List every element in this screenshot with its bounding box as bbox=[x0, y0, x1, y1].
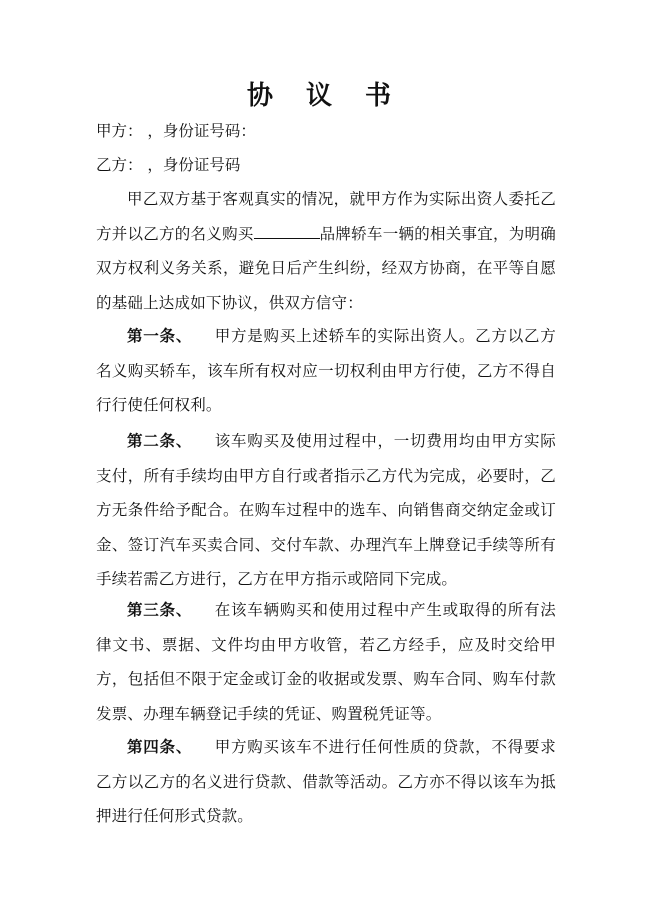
article-3 bbox=[96, 593, 556, 731]
brand-blank-field bbox=[254, 224, 320, 239]
party-b-line: 乙方： ，身份证号码 bbox=[96, 156, 241, 174]
article-3-label: 第三条、 bbox=[127, 601, 193, 619]
intro-paragraph bbox=[96, 182, 556, 320]
article-3-text: 在该车辆购买和使用过程中产生或取得的所有法律文书、票据、文件均由甲方收管，若乙方经手，应及时交给甲方，包括但不限于定金或订金的收据或发票、购车合同、购车付款发票、办理车辆登记手续的凭证、购置税凭证等。 bbox=[96, 601, 556, 723]
intro-text-before-blank: 甲乙双方基于客观真实的情况，就甲方作为实际出资人委托乙方并以乙方的名义购买 bbox=[96, 190, 556, 243]
article-4-text: 甲方购买该车不进行任何性质的贷款，不得要求乙方以乙方的名义进行贷款、借款等活动。乙方亦不得以该车为抵押进行任何形式贷款。 bbox=[96, 738, 556, 825]
article-2-label: 第二条、 bbox=[127, 432, 193, 450]
article-1-label: 第一条、 bbox=[127, 327, 193, 345]
document-title: 协 议 书 bbox=[246, 81, 404, 111]
article-4 bbox=[96, 730, 556, 834]
article-2-text: 该车购买及使用过程中，一切费用均由甲方实际支付，所有手续均由甲方自行或者指示乙方代为完成，必要时，乙方无条件给予配合。在购车过程中的选车、向销售商交纳定金或订金、签订汽车买卖合同、交付车款、办理汽车上牌登记手续等所有手续若需乙方进行，乙方在甲方指示或陪同下完成。 bbox=[96, 432, 556, 588]
intro-text-after-blank: 品牌轿车一辆的相关事宜，为明确双方权利义务关系，避免日后产生纠纷，经双方协商，在平等自愿的基础上达成如下协议，供双方信守： bbox=[96, 224, 556, 312]
article-1-text: 甲方是购买上述轿车的实际出资人。乙方以乙方名义购买轿车，该车所有权对应一切权利由甲方行使，乙方不得自行行使任何权利。 bbox=[96, 327, 556, 414]
party-a-line: 甲方： ，身份证号码： bbox=[96, 122, 256, 140]
article-1 bbox=[96, 319, 556, 423]
article-4-label: 第四条、 bbox=[127, 738, 193, 756]
article-2 bbox=[96, 424, 556, 597]
